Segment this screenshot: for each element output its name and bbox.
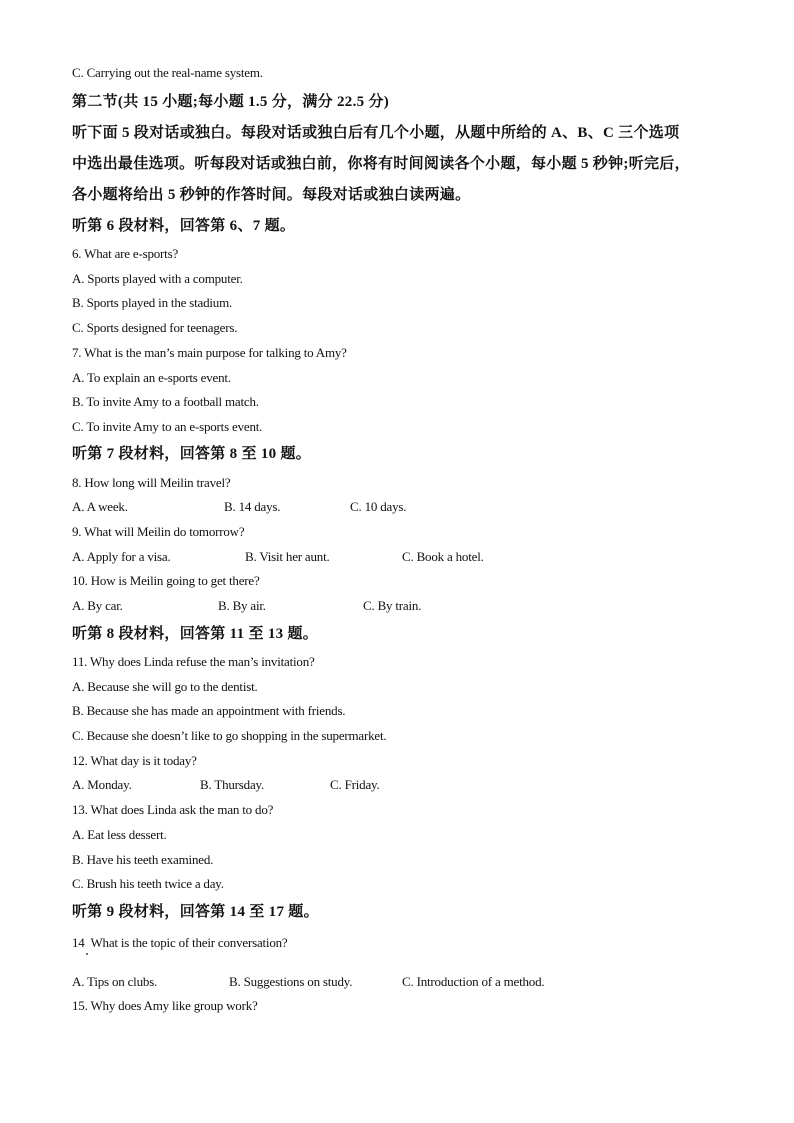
question-9-option-c: C. Book a hotel. bbox=[402, 549, 484, 564]
question-7-option-b: B. To invite Amy to a football match. bbox=[72, 394, 259, 409]
material-6-heading: 听第 6 段材料，回答第 6、7 题。 bbox=[72, 218, 296, 234]
question-11: 11. Why does Linda refuse the man’s invitation? bbox=[72, 654, 315, 669]
question-10-option-c: C. By train. bbox=[363, 598, 422, 613]
material-7-heading: 听第 7 段材料，回答第 8 至 10 题。 bbox=[72, 446, 312, 462]
question-13-option-b: B. Have his teeth examined. bbox=[72, 852, 214, 867]
question-8-option-c: C. 10 days. bbox=[350, 499, 407, 514]
question-10-option-b: B. By air. bbox=[218, 598, 266, 613]
question-7-option-c: C. To invite Amy to an e-sports event. bbox=[72, 419, 263, 434]
question-7: 7. What is the man’s main purpose for talking to Amy? bbox=[72, 345, 347, 360]
option-c-previous: C. Carrying out the real-name system. bbox=[72, 65, 263, 80]
material-8-heading: 听第 8 段材料，回答第 11 至 13 题。 bbox=[72, 626, 319, 642]
question-12-option-b: B. Thursday. bbox=[200, 777, 265, 792]
question-7-option-a: A. To explain an e-sports event. bbox=[72, 370, 231, 385]
question-13: 13. What does Linda ask the man to do? bbox=[72, 802, 274, 817]
stray-dot-mark bbox=[86, 953, 88, 955]
instruction-line-2: 中选出最佳选项。听每段对话或独白前，你将有时间阅读各个小题，每小题 5 秒钟;听完后， bbox=[72, 156, 690, 172]
question-9: 9. What will Meilin do tomorrow? bbox=[72, 524, 245, 539]
question-11-option-a: A. Because she will go to the dentist. bbox=[72, 679, 258, 694]
question-8: 8. How long will Meilin travel? bbox=[72, 475, 231, 490]
question-12: 12. What day is it today? bbox=[72, 753, 197, 768]
section-heading: 第二节(共 15 小题;每小题 1.5 分，满分 22.5 分) bbox=[72, 94, 390, 110]
question-6-option-c: C. Sports designed for teenagers. bbox=[72, 320, 238, 335]
question-14-option-c: C. Introduction of a method. bbox=[402, 974, 545, 989]
question-6-option-b: B. Sports played in the stadium. bbox=[72, 295, 233, 310]
question-6: 6. What are e-sports? bbox=[72, 246, 179, 261]
instruction-line-3: 各小题将给出 5 秒钟的作答时间。每段对话或独白读两遍。 bbox=[72, 187, 471, 203]
question-11-option-b: B. Because she has made an appointment with friends. bbox=[72, 703, 346, 718]
question-10-option-a: A. By car. bbox=[72, 598, 123, 613]
question-14-option-b: B. Suggestions on study. bbox=[229, 974, 353, 989]
question-8-option-b: B. 14 days. bbox=[224, 499, 281, 514]
question-9-option-a: A. Apply for a visa. bbox=[72, 549, 171, 564]
question-6-option-a: A. Sports played with a computer. bbox=[72, 271, 243, 286]
question-14-option-a: A. Tips on clubs. bbox=[72, 974, 158, 989]
question-8-option-a: A. A week. bbox=[72, 499, 128, 514]
instruction-line-1: 听下面 5 段对话或独白。每段对话或独白后有几个小题，从题中所给的 A、B、C 三个选项 bbox=[72, 125, 680, 141]
question-13-option-c: C. Brush his teeth twice a day. bbox=[72, 876, 224, 891]
question-10: 10. How is Meilin going to get there? bbox=[72, 573, 260, 588]
material-9-heading: 听第 9 段材料，回答第 14 至 17 题。 bbox=[72, 904, 319, 920]
question-14: 14 What is the topic of their conversation? bbox=[72, 935, 288, 950]
question-11-option-c: C. Because she doesn’t like to go shopping in the supermarket. bbox=[72, 728, 387, 743]
question-12-option-a: A. Monday. bbox=[72, 777, 132, 792]
question-12-option-c: C. Friday. bbox=[330, 777, 380, 792]
question-15: 15. Why does Amy like group work? bbox=[72, 998, 258, 1013]
question-13-option-a: A. Eat less dessert. bbox=[72, 827, 167, 842]
question-9-option-b: B. Visit her aunt. bbox=[245, 549, 330, 564]
